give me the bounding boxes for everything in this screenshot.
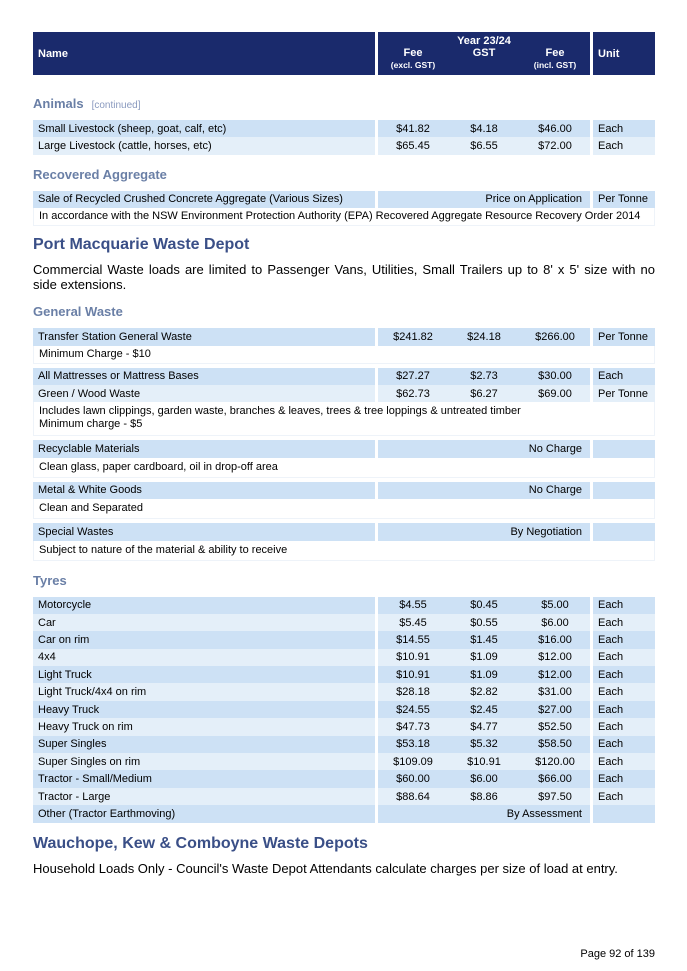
table-row: All Mattresses or Mattress Bases $27.27 $2.73 $30.00 Each — [33, 368, 655, 385]
row-note: Clean glass, paper cardboard, oil in drop-off area — [33, 458, 655, 478]
table-row: Sale of Recycled Crushed Concrete Aggregate (Various Sizes) Price on Application Per Tonne — [33, 191, 655, 208]
section-heading-tyres: Tyres — [33, 572, 67, 588]
table-row: Heavy Truck on rim $47.73 $4.77 $52.50 Each — [33, 718, 655, 735]
table-row: Super Singles on rim $109.09 $10.91 $120.00 Each — [33, 753, 655, 770]
table-row: Tractor - Small/Medium $60.00 $6.00 $66.00 Each — [33, 770, 655, 787]
fee-schedule-page — [33, 32, 655, 876]
table-row: Tractor - Large $88.64 $8.86 $97.50 Each — [33, 788, 655, 805]
header-fee-excl: Fee (excl. GST) — [390, 47, 436, 70]
table-row: Super Singles $53.18 $5.32 $58.50 Each — [33, 736, 655, 753]
table-row: Car on rim $14.55 $1.45 $16.00 Each — [33, 631, 655, 648]
section-heading-recovered-aggregate: Recovered Aggregate — [33, 166, 167, 182]
table-row: Motorcycle $4.55 $0.45 $5.00 Each — [33, 597, 655, 614]
recovered-aggregate-table — [33, 191, 655, 226]
header-gst: GST — [472, 47, 496, 59]
table-row: Green / Wood Waste $62.73 $6.27 $69.00 Per Tonne — [33, 385, 655, 402]
header-fee-incl: Fee (incl. GST) — [533, 47, 577, 70]
row-note: Clean and Separated — [33, 499, 655, 519]
header-year-group — [378, 32, 590, 75]
table-row: Transfer Station General Waste $241.82 $24.18 $266.00 Per Tonne — [33, 328, 655, 345]
table-row: Metal & White Goods No Charge — [33, 482, 655, 499]
table-row: Light Truck/4x4 on rim $28.18 $2.82 $31.00 Each — [33, 683, 655, 700]
animals-table — [33, 120, 655, 155]
row-note: Subject to nature of the material & ability to receive — [33, 541, 655, 561]
header-unit: Unit — [593, 32, 655, 75]
page-number: Page 92 of 139 — [580, 948, 655, 960]
port-macquarie-description: Commercial Waste loads are limited to Passenger Vans, Utilities, Small Trailers up to 8' x 5' size with no side extensions. — [33, 262, 655, 293]
header-year: Year 23/24 — [457, 35, 511, 47]
table-row: Special Wastes By Negotiation — [33, 523, 655, 540]
table-row: 4x4 $10.91 $1.09 $12.00 Each — [33, 649, 655, 666]
tyres-table — [33, 597, 655, 823]
section-heading-port-macquarie: Port Macquarie Waste Depot — [33, 236, 250, 254]
table-row: Heavy Truck $24.55 $2.45 $27.00 Each — [33, 701, 655, 718]
general-waste-table — [33, 328, 655, 560]
row-note: Minimum Charge - $10 — [33, 346, 655, 364]
header-name: Name — [33, 32, 375, 75]
table-row: Car $5.45 $0.55 $6.00 Each — [33, 614, 655, 631]
table-row: Other (Tractor Earthmoving) By Assessment — [33, 805, 655, 822]
wauchope-description: Household Loads Only - Council's Waste Depot Attendants calculate charges per size of load at entry. — [33, 860, 618, 876]
section-heading-general-waste: General Waste — [33, 304, 123, 320]
row-note: Includes lawn clippings, garden waste, branches & leaves, trees & tree loppings & untreated timber Minimum charge - $5 — [33, 402, 655, 436]
table-row: Large Livestock (cattle, horses, etc) $65.45 $6.55 $72.00 Each — [33, 137, 655, 154]
section-heading-wauchope: Wauchope, Kew & Comboyne Waste Depots — [33, 834, 368, 852]
section-heading-animals: Animals [continued] — [33, 96, 141, 111]
row-note: In accordance with the NSW Environment Protection Authority (EPA) Recovered Aggregate Resource Recovery Order 2014 — [33, 208, 655, 226]
table-header — [33, 32, 655, 75]
table-row: Light Truck $10.91 $1.09 $12.00 Each — [33, 666, 655, 683]
table-row: Recyclable Materials No Charge — [33, 440, 655, 457]
table-row: Small Livestock (sheep, goat, calf, etc) $41.82 $4.18 $46.00 Each — [33, 120, 655, 137]
